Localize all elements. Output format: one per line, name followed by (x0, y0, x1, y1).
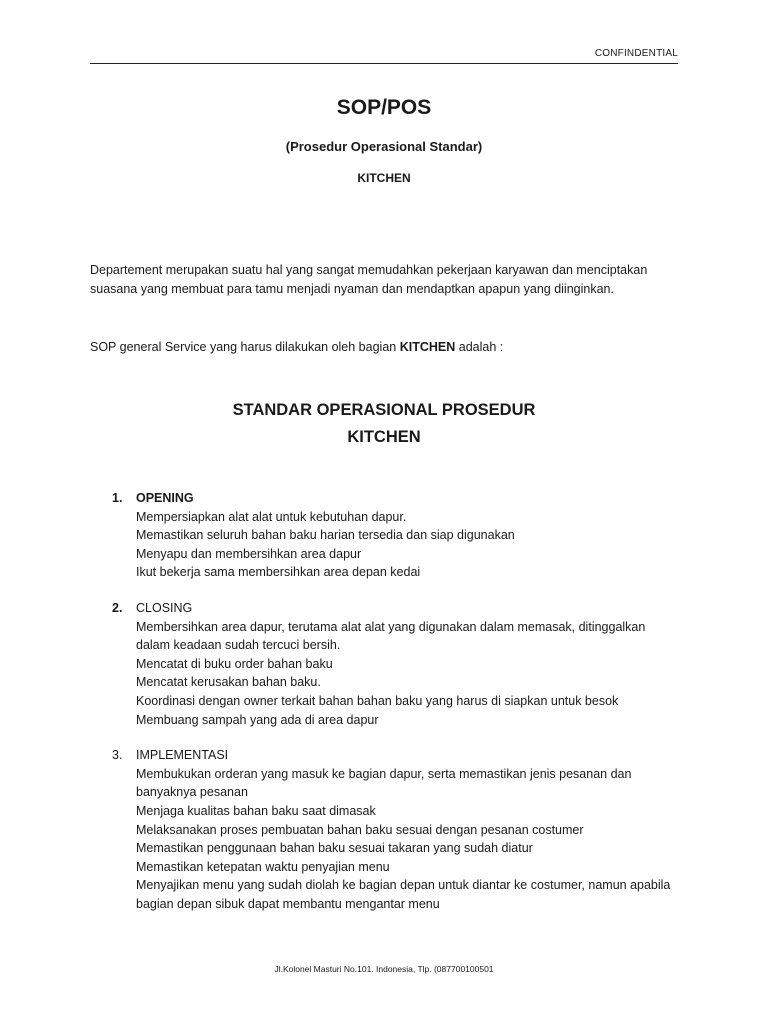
list-item: Melaksanakan proses pembuatan bahan baku sesuai dengan pesanan costumer (136, 822, 584, 837)
document-title: SOP/POS (336, 96, 432, 119)
list-item: Mempersiapkan alat alat untuk kebutuhan dapur. (136, 509, 407, 524)
intro-paragraph (90, 261, 690, 298)
list-item: Ikut bekerja sama membersihkan area depan kedai (136, 565, 421, 580)
section-heading: STANDAR OPERASIONAL PROSEDUR (232, 401, 536, 419)
list-item: Menyajikan menu yang sudah diolah ke bagian depan untuk diantar ke costumer, namun apabila (136, 878, 671, 893)
footer-address: Jl.Kolonel Masturi No.101. Indonesia, Tlp. (087700100501 (274, 964, 494, 974)
section-lines (112, 508, 692, 582)
list-item: Membuang sampah yang ada di area dapur (136, 712, 379, 727)
section-title: OPENING (136, 491, 194, 505)
sop-statement (90, 338, 690, 357)
section-header (112, 599, 692, 618)
list-item: Mencatat kerusakan bahan baku. (136, 675, 321, 690)
list-item: Memastikan seluruh bahan baku harian tersedia dan siap digunakan (136, 528, 515, 543)
sop-statement-suffix: adalah : (455, 340, 504, 354)
section-number: 2. (112, 600, 123, 615)
section-title: CLOSING (136, 600, 193, 615)
list-item: Membersihkan area dapur, terutama alat alat yang digunakan dalam memasak, ditinggalkan (136, 619, 646, 634)
list-item: Membukukan orderan yang masuk ke bagian dapur, serta memastikan jenis pesanan dan (136, 766, 632, 781)
confidential-label: CONFINDENTIAL (594, 48, 678, 59)
list-item: bagian depan sibuk dapat membantu mengantar menu (136, 896, 440, 911)
section-number: 3. (112, 748, 123, 763)
list-item: Koordinasi dengan owner terkait bahan bahan baku yang harus di siapkan untuk besok (136, 693, 619, 708)
list-item: Mencatat di buku order bahan baku (136, 656, 333, 671)
procedure-section-opening (112, 489, 692, 582)
section-title: IMPLEMENTASI (136, 748, 229, 763)
department-label: KITCHEN (357, 171, 411, 185)
document-subtitle: (Prosedur Operasional Standar) (285, 139, 483, 154)
list-item: dalam keadaan sudah tercuci bersih. (136, 638, 341, 653)
procedure-list (112, 489, 692, 930)
procedure-section-closing (112, 599, 692, 729)
section-lines (112, 765, 692, 914)
section-header (112, 489, 692, 508)
procedure-section-implementasi (112, 746, 692, 913)
section-number: 1. (112, 491, 123, 505)
intro-line: Departement merupakan suatu hal yang sangat memudahkan pekerjaan karyawan dan menciptakan (90, 263, 648, 277)
intro-line: suasana yang membuat para tamu menjadi nyaman dan mendaptkan apapun yang diinginkan. (90, 281, 614, 296)
sop-statement-text: SOP general Service yang harus dilakukan oleh bagian (90, 340, 400, 354)
list-item: banyaknya pesanan (136, 785, 248, 800)
list-item: Memastikan ketepatan waktu penyajian menu (136, 859, 390, 874)
sop-statement-department: KITCHEN (399, 340, 456, 354)
list-item: Menjaga kualitas bahan baku saat dimasak (136, 803, 376, 818)
list-item: Memastikan penggunaan bahan baku sesuai takaran yang sudah diatur (136, 841, 533, 856)
section-heading-subtitle: KITCHEN (347, 428, 421, 446)
section-header (112, 746, 692, 765)
header-divider (90, 63, 678, 64)
list-item: Menyapu dan membersihkan area dapur (136, 546, 362, 561)
section-lines (112, 618, 692, 730)
